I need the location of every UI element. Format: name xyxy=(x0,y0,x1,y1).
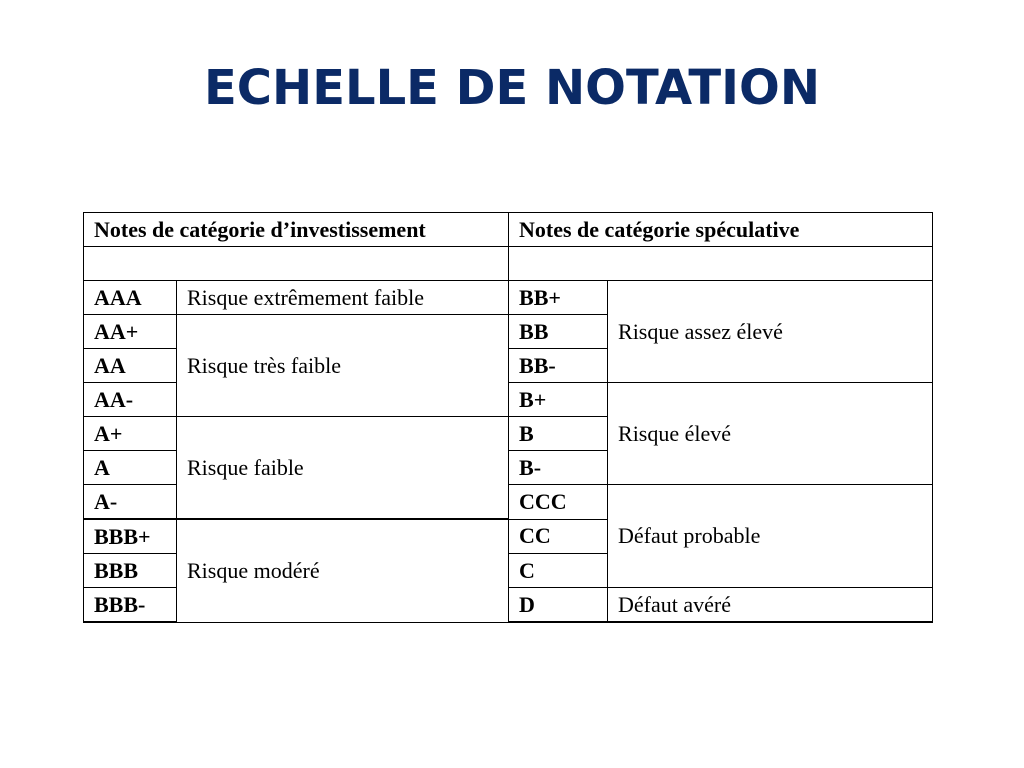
investment-risk: Risque extrêmement faible xyxy=(177,281,509,315)
investment-grade-header: Notes de catégorie d’investissement xyxy=(84,213,509,247)
speculative-code: C xyxy=(509,554,608,588)
speculative-risk: Risque assez élevé xyxy=(608,281,933,383)
speculative-code: CC xyxy=(509,519,608,554)
investment-risk: Risque faible xyxy=(177,417,509,520)
empty-cell-investment xyxy=(84,247,509,281)
table-row xyxy=(84,281,933,315)
speculative-code: B- xyxy=(509,451,608,485)
table-header-row xyxy=(84,213,933,247)
speculative-code: BB xyxy=(509,315,608,349)
investment-risk: Risque très faible xyxy=(177,315,509,417)
speculative-code: BB- xyxy=(509,349,608,383)
investment-code: A+ xyxy=(84,417,177,451)
investment-risk: Risque modéré xyxy=(177,519,509,622)
investment-code: A xyxy=(84,451,177,485)
speculative-code: D xyxy=(509,588,608,623)
investment-code: AA- xyxy=(84,383,177,417)
investment-code: BBB+ xyxy=(84,519,177,554)
investment-code: AAA xyxy=(84,281,177,315)
investment-code: AA xyxy=(84,349,177,383)
empty-cell-speculative xyxy=(509,247,933,281)
investment-code: AA+ xyxy=(84,315,177,349)
speculative-risk: Défaut probable xyxy=(608,485,933,588)
investment-code: A- xyxy=(84,485,177,520)
speculative-risk: Défaut avéré xyxy=(608,588,933,623)
speculative-risk: Risque élevé xyxy=(608,383,933,485)
speculative-grade-header: Notes de catégorie spéculative xyxy=(509,213,933,247)
investment-code: BBB xyxy=(84,554,177,588)
investment-code: BBB- xyxy=(84,588,177,623)
speculative-code: B xyxy=(509,417,608,451)
speculative-code: CCC xyxy=(509,485,608,520)
rating-scale-table xyxy=(83,212,933,623)
speculative-code: B+ xyxy=(509,383,608,417)
table-empty-row xyxy=(84,247,933,281)
speculative-code: BB+ xyxy=(509,281,608,315)
slide-title: ECHELLE DE NOTATION xyxy=(204,60,820,116)
